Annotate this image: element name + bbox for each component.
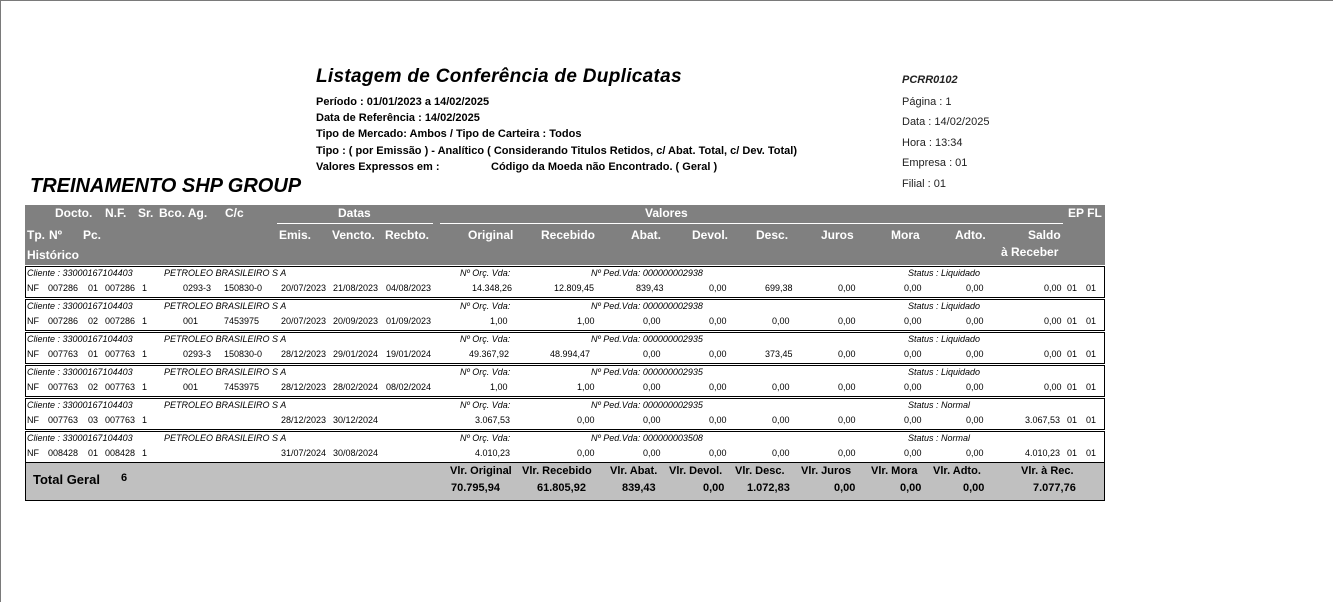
col-recebido: Recebido [541,228,596,242]
col-juros: Juros [821,228,854,242]
total-h-desc: Vlr. Desc. [735,465,785,477]
empresa: Empresa : 01 [902,157,968,169]
total-recebido: 61.805,92 [537,482,586,494]
num: 007286 [48,283,79,293]
col-vencto: Vencto. [332,228,375,242]
ped-vda: Nº Ped.Vda: 000000002935 [591,334,703,344]
saldo: 4.010,23 [1025,448,1061,458]
num: 007763 [48,415,79,425]
nf: 007286 [105,316,136,326]
company-name: TREINAMENTO SHP GROUP [30,175,302,197]
total-h-devol: Vlr. Devol. [669,465,723,477]
venc: 29/01/2024 [333,349,379,359]
ep: 01 [1067,316,1078,326]
cliente-nome: PETROLEO BRASILEIRO S A [164,301,287,311]
cliente: Cliente : 33000167104403 [27,400,133,410]
juros: 0,00 [838,283,856,293]
devol: 0,00 [709,382,727,392]
report-code: PCRR0102 [902,74,958,86]
recebido: 0,00 [577,415,595,425]
pc: 01 [88,283,99,293]
col-ep-fl: EP FL [1068,206,1102,220]
bco: 0293-3 [183,349,212,359]
col-cc: C/c [225,206,244,220]
original: 14.348,26 [472,283,513,293]
ped-vda: Nº Ped.Vda: 000000002938 [591,268,703,278]
cliente: Cliente : 33000167104403 [27,367,133,377]
mora: 0,00 [904,283,922,293]
devol: 0,00 [709,448,727,458]
rec: 08/02/2024 [386,382,432,392]
periodo: Período : 01/01/2023 a 14/02/2025 [316,96,490,108]
col-emis: Emis. [279,228,312,242]
tp: NF [27,316,39,326]
datas-divider [277,223,433,224]
ep: 01 [1067,283,1078,293]
juros: 0,00 [838,415,856,425]
emis: 28/12/2023 [281,349,327,359]
duplicata-row [25,431,1105,463]
ep: 01 [1067,382,1078,392]
saldo: 0,00 [1044,283,1062,293]
ped-vda: Nº Ped.Vda: 000000002935 [591,367,703,377]
rec: 01/09/2023 [386,316,432,326]
devol: 0,00 [709,415,727,425]
status: Status : Liquidado [908,268,981,278]
bco: 0293-3 [183,283,212,293]
mora: 0,00 [904,415,922,425]
total-original: 70.795,94 [451,482,500,494]
nf: 007763 [105,382,136,392]
nf: 007286 [105,283,136,293]
total-devol: 0,00 [703,482,725,494]
total-h-rec: Vlr. à Rec. [1021,465,1074,477]
mora: 0,00 [904,382,922,392]
saldo: 0,00 [1044,349,1062,359]
abat: 0,00 [643,349,661,359]
rec: 19/01/2024 [386,349,432,359]
col-docto: Docto. [55,206,93,220]
devol: 0,00 [709,283,727,293]
column-header [25,205,1105,265]
duplicata-row [25,398,1105,430]
total-h-mora: Vlr. Mora [871,465,918,477]
total-adto: 0,00 [963,482,985,494]
adto: 0,00 [966,349,984,359]
total-rec: 7.077,76 [1033,482,1076,494]
desc: 0,00 [772,316,790,326]
tp: NF [27,382,39,392]
abat: 839,43 [636,283,664,293]
recebido: 48.994,47 [550,349,591,359]
cliente: Cliente : 33000167104403 [27,334,133,344]
pc: 03 [88,415,99,425]
valores-label: Valores Expressos em : [316,161,440,173]
pagina: Página : 1 [902,96,952,108]
status: Status : Liquidado [908,301,981,311]
juros: 0,00 [838,349,856,359]
cliente-nome: PETROLEO BRASILEIRO S A [164,400,287,410]
adto: 0,00 [966,382,984,392]
col-nf: N.F. [105,206,127,220]
nf: 008428 [105,448,136,458]
tipo-relatorio: Tipo : ( por Emissão ) - Analítico ( Considerando Titulos Retidos, c/ Abat. Total, c/ Dev. Total) [316,145,797,157]
nf: 007763 [105,349,136,359]
original: 1,00 [490,316,508,326]
col-saldo: Saldo [1028,228,1061,242]
col-recbto: Recbto. [385,228,430,242]
col-valores: Valores [645,206,688,220]
hora: Hora : 13:34 [902,137,963,149]
cc: 150830-0 [224,283,263,293]
orc-vda: Nº Orç. Vda: [460,268,511,278]
venc: 30/08/2024 [333,448,379,458]
sr: 1 [142,283,148,293]
nf: 007763 [105,415,136,425]
total-abat: 839,43 [622,482,656,494]
abat: 0,00 [643,316,661,326]
col-sr: Sr. [138,206,154,220]
saldo: 0,00 [1044,316,1062,326]
num: 007286 [48,316,79,326]
sr: 1 [142,415,148,425]
total-h-abat: Vlr. Abat. [610,465,658,477]
emis: 28/12/2023 [281,415,327,425]
report-title: Listagem de Conferência de Duplicatas [316,66,682,87]
data-referencia: Data de Referência : 14/02/2025 [316,112,480,124]
pc: 02 [88,316,99,326]
ep: 01 [1067,415,1078,425]
orc-vda: Nº Orç. Vda: [460,334,511,344]
adto: 0,00 [966,415,984,425]
venc: 20/09/2023 [333,316,379,326]
total-h-original: Vlr. Original [450,465,512,477]
cc: 7453975 [224,316,260,326]
cliente: Cliente : 33000167104403 [27,268,133,278]
venc: 30/12/2024 [333,415,379,425]
pc: 02 [88,382,99,392]
duplicata-row [25,266,1105,298]
tipo-mercado: Tipo de Mercado: Ambos / Tipo de Carteira : Todos [316,128,582,140]
status: Status : Liquidado [908,367,981,377]
cc: 150830-0 [224,349,263,359]
recebido: 0,00 [577,448,595,458]
recebido: 1,00 [577,382,595,392]
mora: 0,00 [904,349,922,359]
duplicata-row [25,332,1105,364]
total-h-juros: Vlr. Juros [801,465,852,477]
fl: 01 [1086,316,1097,326]
fl: 01 [1086,283,1097,293]
venc: 21/08/2023 [333,283,379,293]
rec: 04/08/2023 [386,283,432,293]
cliente-nome: PETROLEO BRASILEIRO S A [164,433,287,443]
col-mora: Mora [891,228,920,242]
ped-vda: Nº Ped.Vda: 000000002938 [591,301,703,311]
abat: 0,00 [643,382,661,392]
emis: 20/07/2023 [281,316,327,326]
orc-vda: Nº Orç. Vda: [460,301,511,311]
cliente: Cliente : 33000167104403 [27,301,133,311]
original: 4.010,23 [475,448,511,458]
data: Data : 14/02/2025 [902,116,990,128]
sr: 1 [142,448,148,458]
bco: 001 [183,316,199,326]
tp: NF [27,415,39,425]
orc-vda: Nº Orç. Vda: [460,367,511,377]
col-abat: Abat. [631,228,661,242]
fl: 01 [1086,448,1097,458]
mora: 0,00 [904,316,922,326]
tp: NF [27,283,39,293]
sr: 1 [142,349,148,359]
col-historico: Histórico [27,248,80,262]
adto: 0,00 [966,316,984,326]
tp: NF [27,448,39,458]
devol: 0,00 [709,349,727,359]
emis: 20/07/2023 [281,283,327,293]
emis: 28/12/2023 [281,382,327,392]
ped-vda: Nº Ped.Vda: 000000002935 [591,400,703,410]
orc-vda: Nº Orç. Vda: [460,400,511,410]
total-count: 6 [121,472,128,484]
fl: 01 [1086,415,1097,425]
orc-vda: Nº Orç. Vda: [460,433,511,443]
duplicata-row [25,365,1105,397]
adto: 0,00 [966,283,984,293]
pc: 01 [88,448,99,458]
total-mora: 0,00 [900,482,922,494]
recebido: 12.809,45 [554,283,595,293]
saldo: 0,00 [1044,382,1062,392]
col-tp: Tp. [27,228,45,242]
col-datas: Datas [338,206,371,220]
col-pc: Pc. [83,228,102,242]
col-bco-ag: Bco. Ag. [159,206,208,220]
fl: 01 [1086,382,1097,392]
juros: 0,00 [838,316,856,326]
juros: 0,00 [838,448,856,458]
tp: NF [27,349,39,359]
status: Status : Normal [908,400,971,410]
fl: 01 [1086,349,1097,359]
moeda: Código da Moeda não Encontrado. ( Geral ) [491,161,718,173]
total-label: Total Geral [33,472,100,487]
valores-divider [440,223,1063,224]
filial: Filial : 01 [902,178,947,190]
desc: 0,00 [772,448,790,458]
pc: 01 [88,349,99,359]
col-a-receber: à Receber [1001,245,1059,259]
sr: 1 [142,382,148,392]
col-devol: Devol. [692,228,729,242]
abat: 0,00 [643,448,661,458]
duplicata-row [25,299,1105,331]
emis: 31/07/2024 [281,448,327,458]
col-original: Original [468,228,514,242]
col-num: Nº [49,228,63,242]
devol: 0,00 [709,316,727,326]
total-h-adto: Vlr. Adto. [933,465,981,477]
num: 007763 [48,382,79,392]
original: 1,00 [490,382,508,392]
total-geral [25,462,1105,501]
cliente: Cliente : 33000167104403 [27,433,133,443]
venc: 28/02/2024 [333,382,379,392]
total-juros: 0,00 [834,482,856,494]
juros: 0,00 [838,382,856,392]
desc: 0,00 [772,382,790,392]
num: 008428 [48,448,79,458]
col-adto: Adto. [955,228,986,242]
cliente-nome: PETROLEO BRASILEIRO S A [164,367,287,377]
original: 3.067,53 [475,415,511,425]
recebido: 1,00 [577,316,595,326]
desc: 0,00 [772,415,790,425]
original: 49.367,92 [469,349,510,359]
ep: 01 [1067,349,1078,359]
total-desc: 1.072,83 [747,482,790,494]
num: 007763 [48,349,79,359]
cc: 7453975 [224,382,260,392]
desc: 373,45 [765,349,793,359]
total-h-recebido: Vlr. Recebido [522,465,592,477]
saldo: 3.067,53 [1025,415,1061,425]
col-desc: Desc. [756,228,789,242]
desc: 699,38 [765,283,793,293]
mora: 0,00 [904,448,922,458]
ped-vda: Nº Ped.Vda: 000000003508 [591,433,703,443]
cliente-nome: PETROLEO BRASILEIRO S A [164,334,287,344]
sr: 1 [142,316,148,326]
abat: 0,00 [643,415,661,425]
status: Status : Liquidado [908,334,981,344]
ep: 01 [1067,448,1078,458]
adto: 0,00 [966,448,984,458]
status: Status : Normal [908,433,971,443]
bco: 001 [183,382,199,392]
cliente-nome: PETROLEO BRASILEIRO S A [164,268,287,278]
